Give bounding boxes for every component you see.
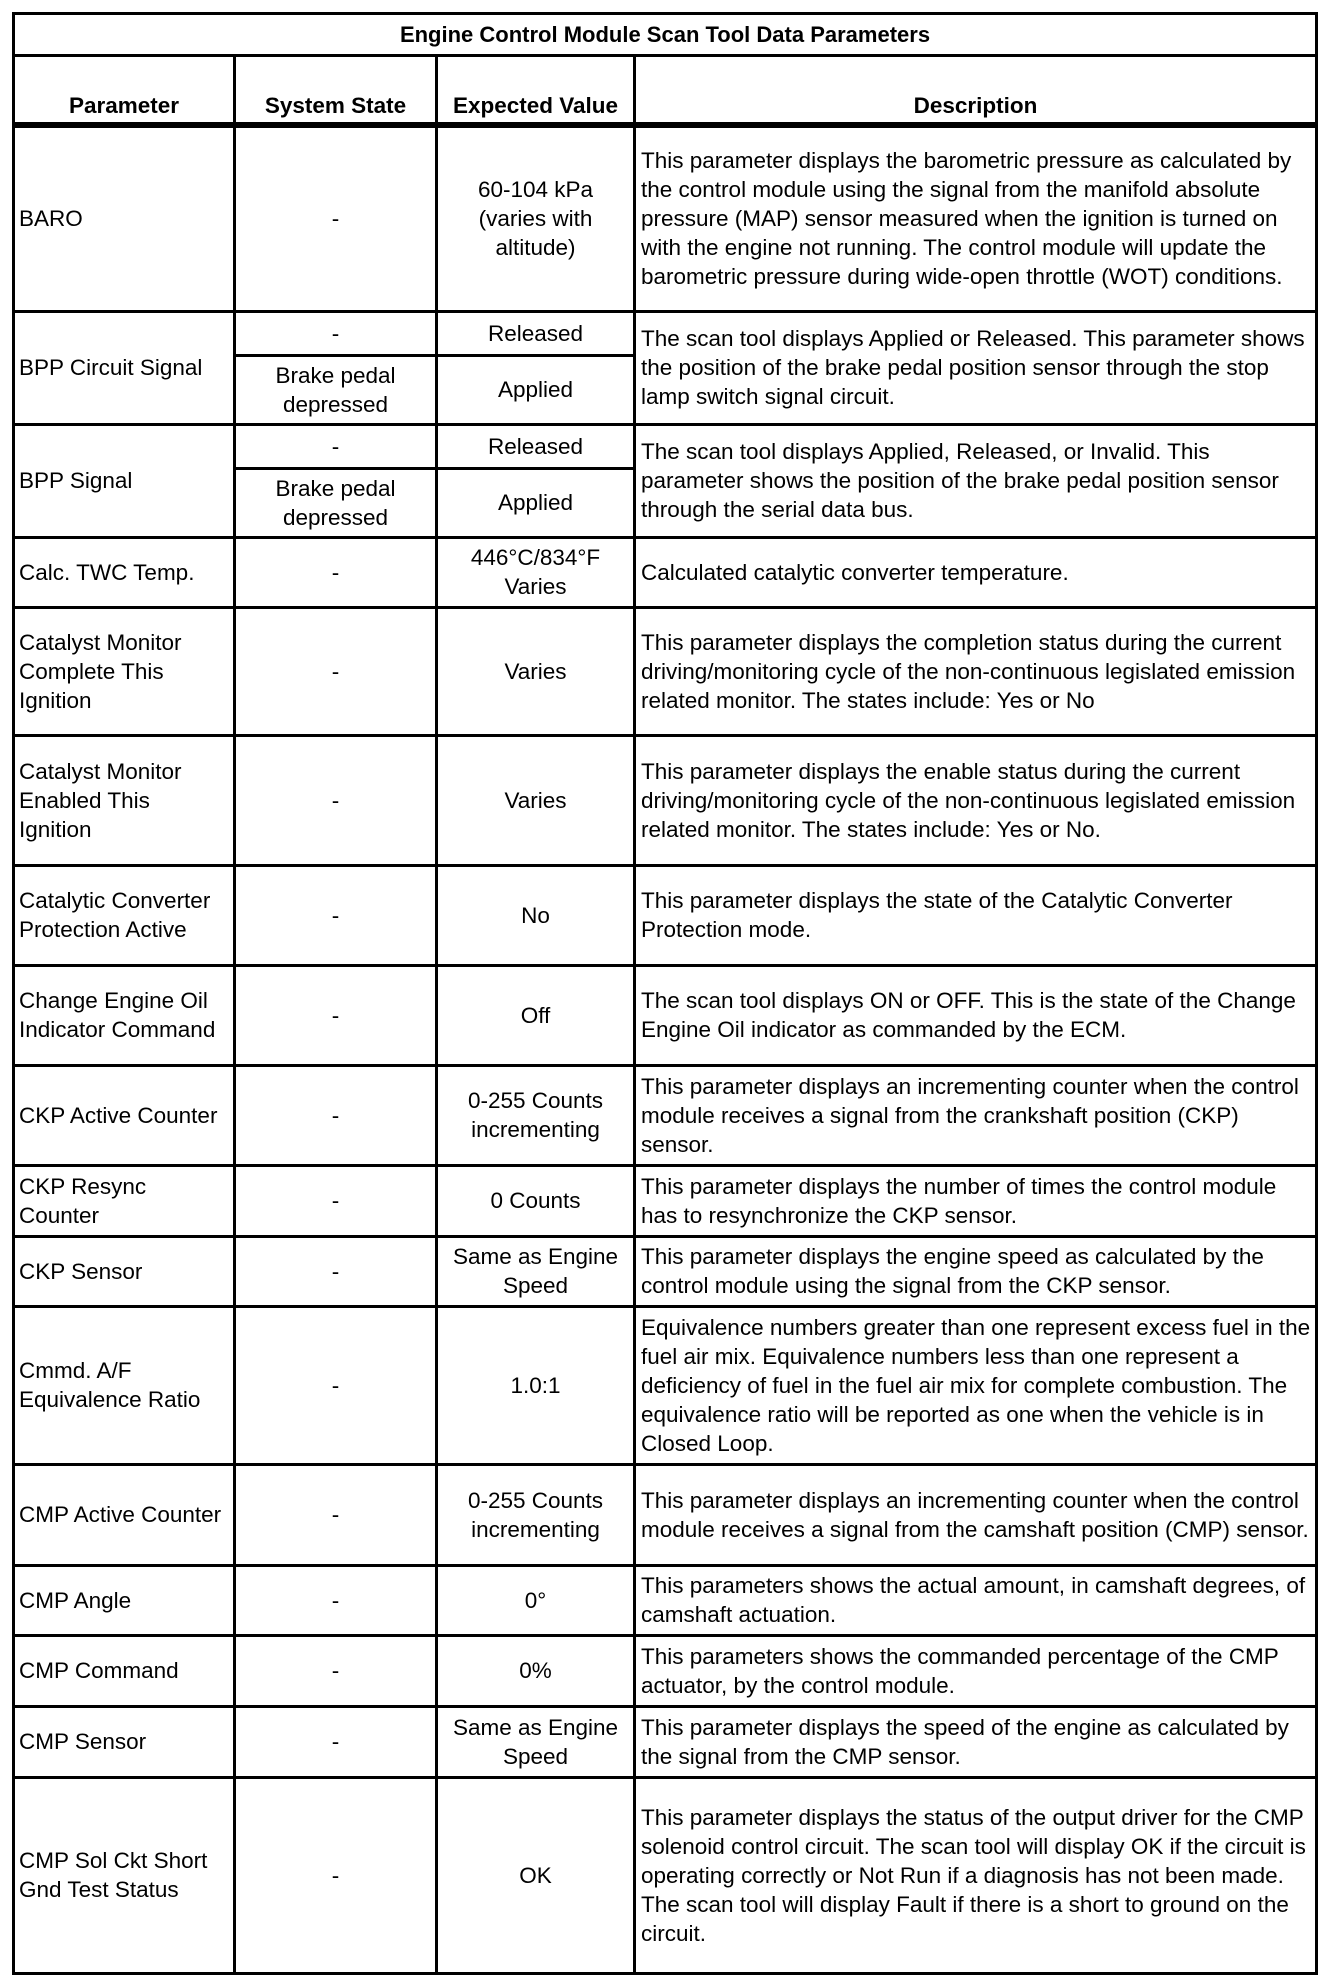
header-parameter: Parameter xyxy=(14,56,235,126)
description-cell: This parameter displays an incrementing counter when the control module receives a signal from the crankshaft position (CKP) sensor. xyxy=(635,1065,1317,1165)
system-state-cell: - xyxy=(235,537,437,607)
description-cell: This parameters shows the commanded percentage of the CMP actuator, by the control module. xyxy=(635,1635,1317,1706)
description-cell: The scan tool displays Applied or Released. This parameter shows the position of the brake pedal position sensor through the stop lamp switch signal circuit. xyxy=(635,311,1317,424)
expected-value-cell: 0-255 Counts incrementing xyxy=(437,1065,635,1165)
system-state-cell: - xyxy=(235,1236,437,1306)
description-cell: This parameter displays the status of the output driver for the CMP solenoid control circuit. The scan tool will display OK if the circuit is operating correctly or Not Run if a diagnosis has not been made. The scan tool will display Fault if there is a short to ground on the circuit. xyxy=(635,1777,1317,1973)
description-cell: Equivalence numbers greater than one represent excess fuel in the fuel air mix. Equivalence numbers less than one represent a deficiency of fuel in the fuel air mix for complete combustion. The equivalence ratio will be reported as one when the vehicle is in Closed Loop. xyxy=(635,1306,1317,1464)
description-cell: Calculated catalytic converter temperature. xyxy=(635,537,1317,607)
expected-value-cell: Released xyxy=(437,424,635,468)
parameter-cell: CMP Sol Ckt Short Gnd Test Status xyxy=(14,1777,235,1973)
system-state-cell: - xyxy=(235,1777,437,1973)
expected-value-cell: OK xyxy=(437,1777,635,1973)
parameter-cell: Cmmd. A/F Equivalence Ratio xyxy=(14,1306,235,1464)
parameter-cell: Change Engine Oil Indicator Command xyxy=(14,965,235,1065)
table-row xyxy=(14,865,1317,965)
expected-value-cell: 0° xyxy=(437,1565,635,1635)
table-row xyxy=(14,1236,1317,1306)
parameter-cell: BPP Signal xyxy=(14,424,235,537)
system-state-cell: - xyxy=(235,1165,437,1236)
expected-value-cell: 60-104 kPa (varies with altitude) xyxy=(437,125,635,311)
table-row xyxy=(14,1065,1317,1165)
header-system-state: System State xyxy=(235,56,437,126)
expected-value-cell: 0 Counts xyxy=(437,1165,635,1236)
system-state-cell: - xyxy=(235,1635,437,1706)
parameter-cell: CMP Sensor xyxy=(14,1706,235,1777)
system-state-cell: - xyxy=(235,125,437,311)
header-description: Description xyxy=(635,56,1317,126)
expected-value-cell: Varies xyxy=(437,607,635,735)
system-state-cell: - xyxy=(235,1065,437,1165)
system-state-cell: - xyxy=(235,607,437,735)
description-cell: This parameter displays the enable status during the current driving/monitoring cycle of the non-continuous legislated emission related monitor. The states include: Yes or No. xyxy=(635,735,1317,865)
system-state-cell: - xyxy=(235,1565,437,1635)
description-cell: This parameter displays the completion status during the current driving/monitoring cycle of the non-continuous legislated emission related monitor. The states include: Yes or No xyxy=(635,607,1317,735)
expected-value-cell: Released xyxy=(437,311,635,355)
description-cell: This parameter displays an incrementing counter when the control module receives a signal from the camshaft position (CMP) sensor. xyxy=(635,1464,1317,1565)
parameter-cell: CKP Active Counter xyxy=(14,1065,235,1165)
description-cell: The scan tool displays Applied, Released, or Invalid. This parameter shows the position of the brake pedal position sensor through the serial data bus. xyxy=(635,424,1317,537)
table-row xyxy=(14,1165,1317,1236)
parameter-cell: CMP Command xyxy=(14,1635,235,1706)
description-cell: This parameter displays the speed of the engine as calculated by the signal from the CMP sensor. xyxy=(635,1706,1317,1777)
system-state-cell: Brake pedal depressed xyxy=(235,468,437,537)
system-state-cell: - xyxy=(235,1306,437,1464)
parameter-cell: BARO xyxy=(14,125,235,311)
expected-value-cell: No xyxy=(437,865,635,965)
table-row xyxy=(14,1706,1317,1777)
expected-value-cell: Applied xyxy=(437,355,635,424)
header-expected-value: Expected Value xyxy=(437,56,635,126)
expected-value-cell: 446°C/834°F Varies xyxy=(437,537,635,607)
table-row xyxy=(14,965,1317,1065)
table-title: Engine Control Module Scan Tool Data Parameters xyxy=(14,14,1317,56)
system-state-cell: Brake pedal depressed xyxy=(235,355,437,424)
table-row xyxy=(14,607,1317,735)
system-state-cell: - xyxy=(235,311,437,355)
description-cell: This parameter displays the engine speed as calculated by the control module using the signal from the CKP sensor. xyxy=(635,1236,1317,1306)
expected-value-cell: 0% xyxy=(437,1635,635,1706)
expected-value-cell: Same as Engine Speed xyxy=(437,1706,635,1777)
table-row xyxy=(14,125,1317,311)
description-cell: This parameter displays the number of times the control module has to resynchronize the CKP sensor. xyxy=(635,1165,1317,1236)
system-state-cell: - xyxy=(235,965,437,1065)
parameter-cell: Calc. TWC Temp. xyxy=(14,537,235,607)
expected-value-cell: 0-255 Counts incrementing xyxy=(437,1464,635,1565)
system-state-cell: - xyxy=(235,735,437,865)
table-row xyxy=(14,311,1317,355)
table-row xyxy=(14,1777,1317,1973)
expected-value-cell: 1.0:1 xyxy=(437,1306,635,1464)
expected-value-cell: Off xyxy=(437,965,635,1065)
table-row xyxy=(14,1635,1317,1706)
parameter-cell: Catalyst Monitor Complete This Ignition xyxy=(14,607,235,735)
parameter-cell: BPP Circuit Signal xyxy=(14,311,235,424)
description-cell: This parameter displays the state of the Catalytic Converter Protection mode. xyxy=(635,865,1317,965)
expected-value-cell: Applied xyxy=(437,468,635,537)
system-state-cell: - xyxy=(235,424,437,468)
parameter-cell: Catalyst Monitor Enabled This Ignition xyxy=(14,735,235,865)
system-state-cell: - xyxy=(235,1706,437,1777)
table-row xyxy=(14,1565,1317,1635)
parameter-cell: CKP Sensor xyxy=(14,1236,235,1306)
table-row xyxy=(14,1306,1317,1464)
parameter-cell: Catalytic Converter Protection Active xyxy=(14,865,235,965)
expected-value-cell: Varies xyxy=(437,735,635,865)
scan-tool-data-table xyxy=(12,12,1318,1975)
system-state-cell: - xyxy=(235,865,437,965)
table-row xyxy=(14,1464,1317,1565)
table-row xyxy=(14,735,1317,865)
description-cell: This parameters shows the actual amount, in camshaft degrees, of camshaft actuation. xyxy=(635,1565,1317,1635)
table-row xyxy=(14,424,1317,468)
description-cell: The scan tool displays ON or OFF. This is the state of the Change Engine Oil indicator as commanded by the ECM. xyxy=(635,965,1317,1065)
system-state-cell: - xyxy=(235,1464,437,1565)
description-cell: This parameter displays the barometric pressure as calculated by the control module using the signal from the manifold absolute pressure (MAP) sensor measured when the ignition is turned on with the engine not running. The control module will update the barometric pressure during wide-open throttle (WOT) conditions. xyxy=(635,125,1317,311)
parameter-cell: CKP Resync Counter xyxy=(14,1165,235,1236)
parameter-cell: CMP Active Counter xyxy=(14,1464,235,1565)
table-row xyxy=(14,537,1317,607)
expected-value-cell: Same as Engine Speed xyxy=(437,1236,635,1306)
parameter-cell: CMP Angle xyxy=(14,1565,235,1635)
